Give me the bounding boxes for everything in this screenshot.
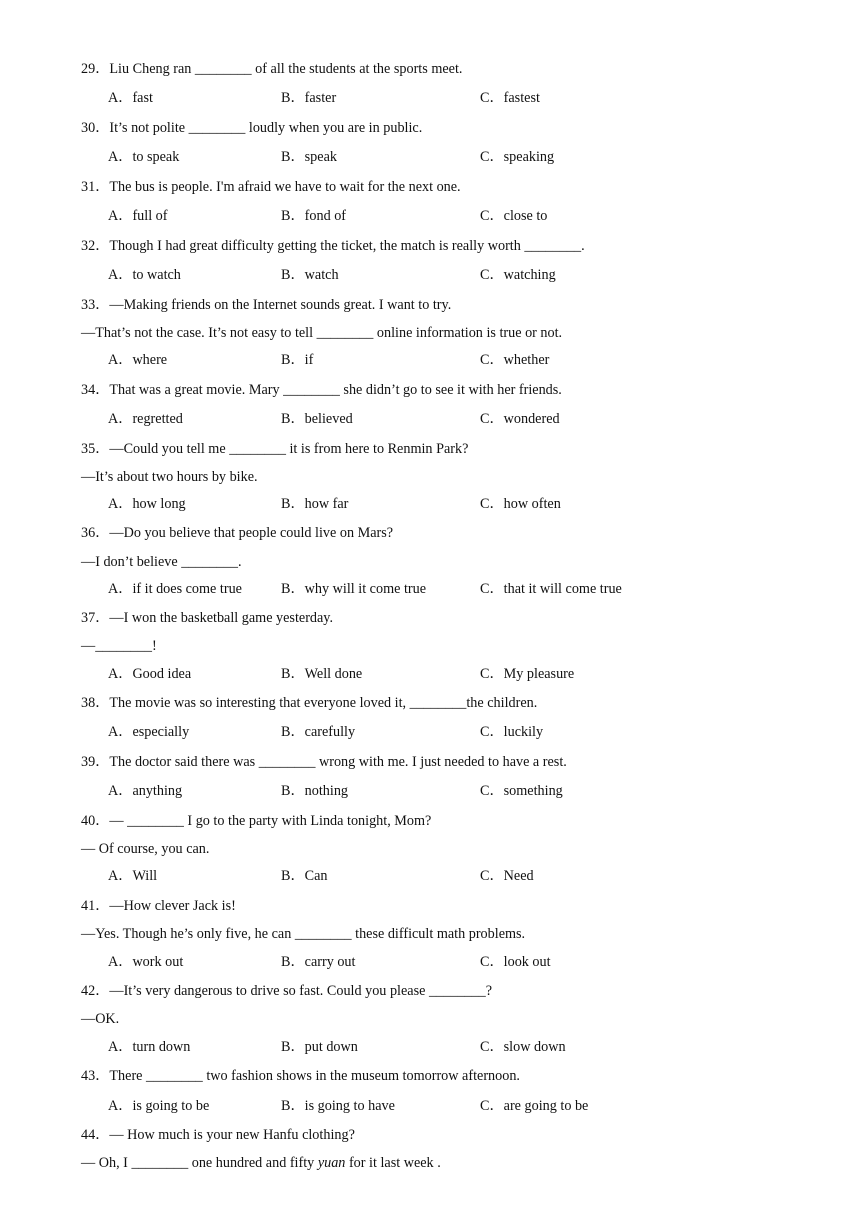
q41-option-b: B．carry out — [281, 954, 356, 970]
question-40-stem: 40．— ________ I go to the party with Linda tonight, Mom? — [81, 813, 432, 829]
question-37-reply: —________! — [81, 638, 157, 654]
question-32-stem: 32．Though I had great difficulty getting the ticket, the match is really worth ________. — [81, 238, 585, 254]
question-39-stem: 39．The doctor said there was ________ wrong with me. I just needed to have a rest. — [81, 754, 567, 770]
q36-option-c: C．that it will come true — [480, 581, 622, 597]
question-41-stem: 41．—How clever Jack is! — [81, 898, 236, 914]
q33-option-c: C．whether — [480, 352, 550, 368]
q36-option-a: A．if it does come true — [108, 581, 242, 597]
q39-option-b: B．nothing — [281, 783, 349, 799]
q40-option-a: A．Will — [108, 868, 158, 884]
q32-option-a: A．to watch — [108, 267, 181, 283]
question-33-stem: 33．—Making friends on the Internet sounds great. I want to try. — [81, 297, 452, 313]
q33-option-a: A．where — [108, 352, 168, 368]
q38-option-a: A．especially — [108, 724, 190, 740]
q39-option-a: A．anything — [108, 783, 183, 799]
q40-option-c: C．Need — [480, 868, 534, 884]
q34-option-c: C．wondered — [480, 411, 560, 427]
q41-option-c: C．look out — [480, 954, 551, 970]
q34-option-b: B．believed — [281, 411, 353, 427]
question-34-stem: 34．That was a great movie. Mary ________ she didn’t go to see it with her friends. — [81, 382, 562, 398]
q37-option-b: B．Well done — [281, 666, 363, 682]
italic-word: yuan — [317, 1155, 346, 1171]
q31-option-b: B．fond of — [281, 208, 347, 224]
question-36-stem: 36．—Do you believe that people could live on Mars? — [81, 525, 394, 541]
q34-option-a: A．regretted — [108, 411, 183, 427]
question-35-reply: —It’s about two hours by bike. — [81, 469, 258, 485]
q31-option-a: A．full of — [108, 208, 168, 224]
question-38-stem: 38．The movie was so interesting that everyone loved it, ________the children. — [81, 695, 538, 711]
question-31-stem: 31．The bus is people. I'm afraid we have to wait for the next one. — [81, 179, 461, 195]
q29-option-b: B．faster — [281, 90, 337, 106]
q30-option-a: A．to speak — [108, 149, 180, 165]
q32-option-b: B．watch — [281, 267, 339, 283]
question-42-reply: —OK. — [81, 1011, 120, 1027]
q37-option-a: A．Good idea — [108, 666, 192, 682]
q35-option-a: A．how long — [108, 496, 186, 512]
q38-option-c: C．luckily — [480, 724, 544, 740]
q41-option-a: A．work out — [108, 954, 184, 970]
q32-option-c: C．watching — [480, 267, 556, 283]
question-35-stem: 35．—Could you tell me ________ it is from here to Renmin Park? — [81, 441, 469, 457]
question-41-reply: —Yes. Though he’s only five, he can ________ these difficult math problems. — [81, 926, 526, 942]
q43-option-c: C．are going to be — [480, 1098, 589, 1114]
q39-option-c: C．something — [480, 783, 563, 799]
q29-option-a: A．fast — [108, 90, 153, 106]
question-30-stem: 30．It’s not polite ________ loudly when you are in public. — [81, 120, 423, 136]
question-43-stem: 43．There ________ two fashion shows in the museum tomorrow afternoon. — [81, 1068, 520, 1084]
question-33-reply: —That’s not the case. It’s not easy to tell ________ online information is true or not. — [81, 325, 563, 341]
q31-option-c: C．close to — [480, 208, 548, 224]
q35-option-b: B．how far — [281, 496, 349, 512]
q43-option-b: B．is going to have — [281, 1098, 395, 1114]
q42-option-b: B．put down — [281, 1039, 358, 1055]
q30-option-b: B．speak — [281, 149, 337, 165]
question-37-stem: 37．—I won the basketball game yesterday. — [81, 610, 334, 626]
question-36-reply: —I don’t believe ________. — [81, 554, 242, 570]
question-40-reply: — Of course, you can. — [81, 841, 210, 857]
q35-option-c: C．how often — [480, 496, 561, 512]
q42-option-c: C．slow down — [480, 1039, 566, 1055]
q36-option-b: B．why will it come true — [281, 581, 427, 597]
q38-option-b: B．carefully — [281, 724, 356, 740]
q37-option-c: C．My pleasure — [480, 666, 575, 682]
q42-option-a: A．turn down — [108, 1039, 191, 1055]
q30-option-c: C．speaking — [480, 149, 555, 165]
question-44-stem: 44．— How much is your new Hanfu clothing? — [81, 1127, 355, 1143]
question-44-reply: — Oh, I ________ one hundred and fifty yuan for it last week . — [81, 1155, 441, 1171]
q29-option-c: C．fastest — [480, 90, 540, 106]
question-42-stem: 42．—It’s very dangerous to drive so fast. Could you please ________? — [81, 983, 492, 999]
q40-option-b: B．Can — [281, 868, 328, 884]
q33-option-b: B．if — [281, 352, 314, 368]
question-29-stem: 29．Liu Cheng ran ________ of all the students at the sports meet. — [81, 61, 463, 77]
q43-option-a: A．is going to be — [108, 1098, 210, 1114]
